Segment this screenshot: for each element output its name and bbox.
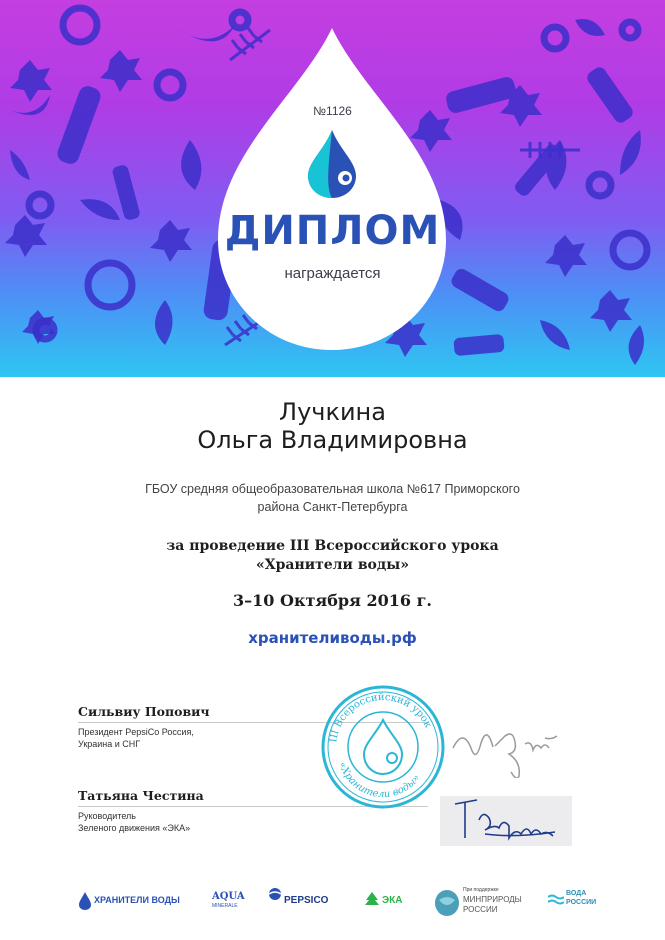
voda-line-1: ВОДА bbox=[566, 890, 587, 897]
eka-tree-icon bbox=[365, 891, 379, 907]
signatory-2-position-line-2: Зеленого движения «ЭКА» bbox=[78, 823, 191, 833]
minprirody-line-2: РОССИИ bbox=[463, 905, 498, 914]
aqua-logo: AQUA bbox=[212, 891, 245, 902]
signatory-1-name: Сильвиу Попович bbox=[78, 704, 210, 719]
partner-logos bbox=[0, 875, 665, 935]
svg-text:«Хранители воды» bbox=[336, 761, 422, 800]
pepsico-globe-icon bbox=[268, 887, 282, 901]
school-line-2: района Санкт-Петербурга bbox=[257, 500, 408, 514]
recipient-given-names: Ольга Владимировна bbox=[197, 426, 468, 454]
signatory-1-position bbox=[78, 726, 194, 750]
school-line-1: ГБОУ средняя общеобразовательная школа №617 Приморского bbox=[145, 482, 520, 496]
aqua-logo-sub: MINERALE bbox=[212, 903, 238, 909]
stamp-bottom-text: «Хранители воды» bbox=[336, 760, 423, 801]
signature-1-scribble bbox=[445, 718, 575, 778]
official-stamp bbox=[318, 682, 448, 812]
stamp-top-text: III Всероссийский урок bbox=[328, 691, 434, 744]
signatory-2-position-line-1: Руководитель bbox=[78, 811, 136, 821]
website-link[interactable]: хранителиводы.рф bbox=[248, 629, 417, 647]
khraniteli-drop-icon bbox=[78, 891, 92, 911]
school-text bbox=[0, 480, 665, 516]
reason-line-1: за проведение III Всероссийского урока bbox=[166, 538, 499, 554]
minprirody-support: При поддержке bbox=[463, 887, 499, 893]
voda-line-2: РОССИИ bbox=[566, 899, 597, 906]
minprirody-line-1: МИНПРИРОДЫ bbox=[463, 895, 522, 904]
award-reason bbox=[0, 537, 665, 575]
diploma-number: №1126 bbox=[313, 104, 352, 118]
pepsico-logo: PEPSICO bbox=[284, 895, 329, 906]
signature-2-scribble bbox=[445, 790, 575, 850]
signatory-1-position-line-2: Украина и СНГ bbox=[78, 739, 141, 749]
khraniteli-logo: ХРАНИТЕЛИ ВОДЫ bbox=[94, 895, 180, 905]
eka-logo: ЭКА bbox=[382, 895, 403, 906]
page-subtitle: награждается bbox=[284, 265, 381, 282]
event-dates: 3–10 Октября 2016 г. bbox=[233, 591, 432, 610]
minprirody-emblem bbox=[433, 884, 461, 918]
signatory-1-position-line-1: Президент PepsiCo Россия, bbox=[78, 727, 194, 737]
recipient-surname: Лучкина bbox=[279, 398, 386, 426]
signatory-2-position bbox=[78, 810, 190, 834]
signatory-2-name: Татьяна Честина bbox=[78, 788, 204, 803]
reason-line-2: «Хранители воды» bbox=[256, 557, 409, 573]
page-title: ДИПЛОМ bbox=[224, 208, 441, 254]
water-drop-icon bbox=[306, 128, 358, 200]
voda-waves-icon bbox=[548, 893, 564, 907]
